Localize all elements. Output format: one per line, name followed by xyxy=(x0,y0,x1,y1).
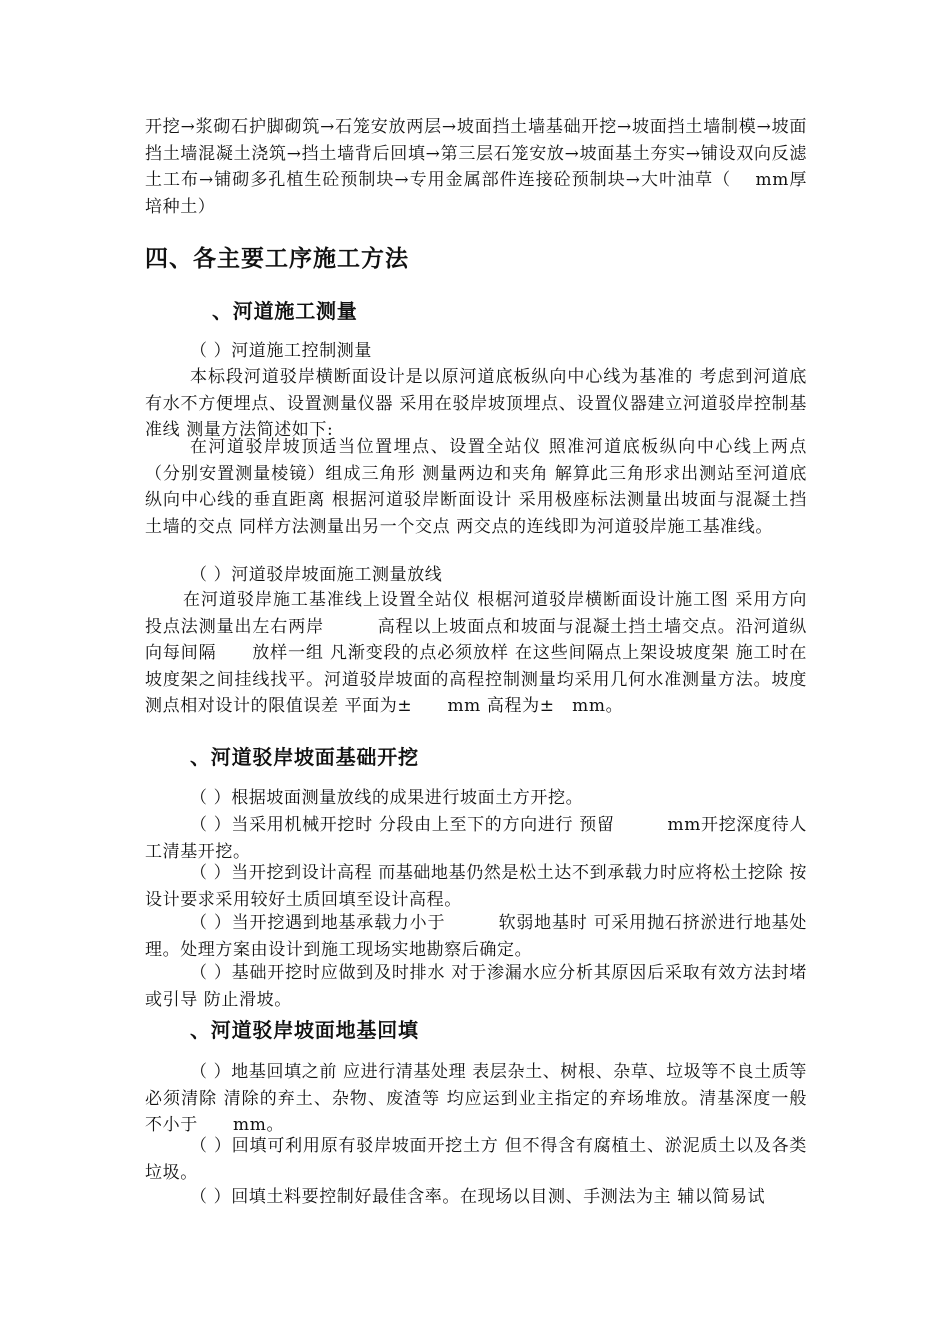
list-item-backfill-2: （ ）回填可利用原有驳岸坡面开挖土方 但不得含有腐植土、淤泥质土以及各类垃圾。 xyxy=(145,1136,807,1183)
paragraph-staking: 在河道驳岸施工基准线上设置全站仪 根椐河道驳岸横断面设计施工图 采用方向投点法测量出左右两岸 高程以上坡面点和坡面与混凝土挡土墙交点。沿河道纵向每间隔 放样一组 凡渐变段的点必须放样 在这些间隔点上架设坡度架 施工时在坡度架之间挂线找平。河道驳岸坡面的高程控制测量均采用几何水准测量方法。坡度测点相对设计的限值误差 平面为± mm 高程为± mm。 xyxy=(145,590,807,716)
list-item-backfill-3: （ ）回填土料要控制好最佳含率。在现场以目测、手测法为主 辅以简易试 xyxy=(190,1187,766,1207)
list-item-excavation-1: （ ）根据坡面测量放线的成果进行坡面土方开挖。 xyxy=(190,788,584,808)
list-item-excavation-4: （ ）当开挖遇到地基承载力小于 软弱地基时 可采用抛石挤淤进行地基处理。处理方案由设计到施工现场实地勘察后确定。 xyxy=(145,913,807,960)
paragraph-survey-method: 在河道驳岸坡顶适当位置埋点、设置全站仪 照准河道底板纵向中心线上两点（分别安置测量棱镜）组成三角形 测量两边和夹角 解算此三角形求出测站至河道底纵向中心线的垂直距离 根据河道驳岸断面设计 采用极座标法测量出坡面与混凝土挡土墙的交点 同样方法测量出另一个交点 两交点的连线即为河道驳岸施工基准线。 xyxy=(145,437,807,537)
section-heading: 四、各主要工序施工方法 xyxy=(145,245,409,272)
paragraph-control-survey: 本标段河道驳岸横断面设计是以原河道底板纵向中心线为基准的 考虑到河道底有水不方便埋点、设置测量仪器 采用在驳岸坡顶埋点、设置仪器建立河道驳岸控制基准线 测量方法简述如下: xyxy=(145,367,807,440)
item-heading-staking: （ ）河道驳岸坡面施工测量放线 xyxy=(190,565,443,585)
list-item-excavation-5: （ ）基础开挖时应做到及时排水 对于渗漏水应分析其原因后采取有效方法封堵或引导 防止滑坡。 xyxy=(145,963,807,1010)
subsection-heading-backfill: 、河道驳岸坡面地基回填 xyxy=(190,1018,419,1042)
list-item-excavation-3: （ ）当开挖到设计高程 而基础地基仍然是松土达不到承载力时应将松土挖除 按设计要求采用较好土质回填至设计高程。 xyxy=(145,863,807,910)
subsection-heading-excavation: 、河道驳岸坡面基础开挖 xyxy=(190,745,419,769)
list-item-backfill-1: （ ）地基回填之前 应进行清基处理 表层杂土、树根、杂草、垃圾等不良土质等必须清除 清除的弃土、杂物、废渣等 均应运到业主指定的弃场堆放。清基深度一般不小于 mm。 xyxy=(145,1062,807,1135)
process-flow-paragraph: 开挖→浆砌石护脚砌筑→石笼安放两层→坡面挡土墙基础开挖→坡面挡土墙制模→坡面挡土墙混凝土浇筑→挡土墙背后回填→第三层石笼安放→坡面基土夯实→铺设双向反滤土工布→铺砌多孔植生砼预制块→专用金属部件连接砼预制块→大叶油草（ mm厚培种土） xyxy=(145,117,807,217)
subsection-heading-survey: 、河道施工测量 xyxy=(212,299,358,323)
item-heading-control-survey: （ ）河道施工控制测量 xyxy=(190,341,373,361)
list-item-excavation-2: （ ）当采用机械开挖时 分段由上至下的方向进行 预留 mm开挖深度待人工清基开挖。 xyxy=(145,815,807,862)
